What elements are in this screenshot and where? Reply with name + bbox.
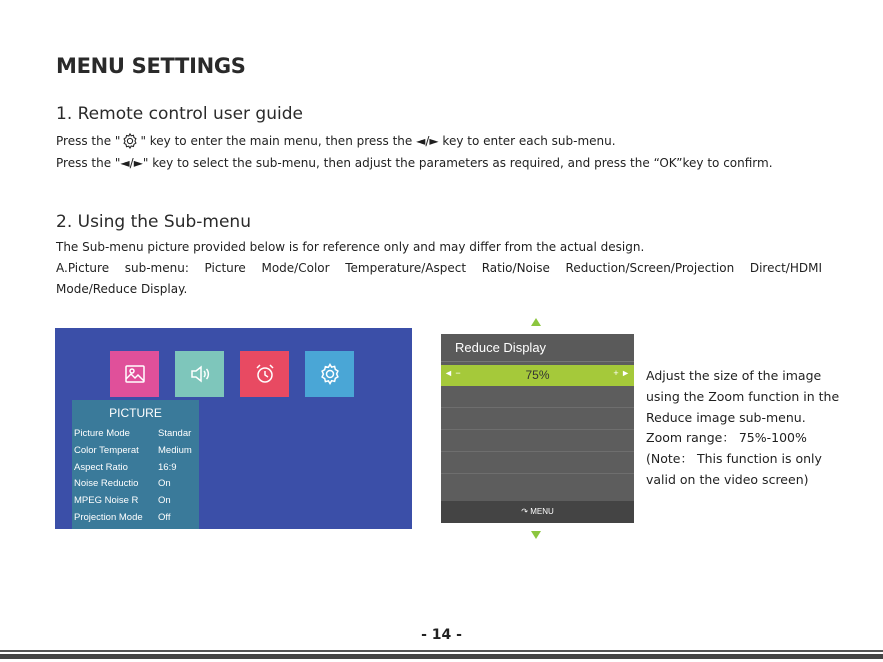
row-value: Off bbox=[158, 512, 171, 523]
section1-heading: 1. Remote control user guide bbox=[56, 104, 303, 124]
menu-label: MENU bbox=[530, 507, 554, 516]
osd-footer bbox=[441, 501, 634, 523]
section2-heading: 2. Using the Sub-menu bbox=[56, 212, 251, 232]
section2-line2: A.Picture sub-menu: Picture Mode/Color Temperature/Aspect Ratio/Noise Reduction/Screen/Projection Direct/HDMI bbox=[56, 261, 822, 275]
row-value: Medium bbox=[158, 445, 192, 456]
picture-submenu-panel bbox=[72, 400, 199, 529]
panel-title: PICTURE bbox=[109, 406, 162, 420]
divider bbox=[441, 429, 634, 430]
panel-row bbox=[74, 445, 198, 456]
osd-title: Reduce Display bbox=[441, 334, 634, 362]
tv-menu-screenshot bbox=[55, 328, 412, 529]
panel-row bbox=[74, 495, 198, 506]
panel-row bbox=[74, 512, 198, 523]
decrease-icon[interactable]: ◄ − bbox=[444, 368, 461, 378]
divider bbox=[441, 451, 634, 452]
row-label: Picture Mode bbox=[74, 428, 130, 439]
picture-tile bbox=[110, 351, 159, 397]
sound-tile bbox=[175, 351, 224, 397]
gear-icon bbox=[121, 132, 139, 150]
back-icon: ↷ bbox=[521, 507, 528, 516]
reduce-display-osd bbox=[441, 334, 634, 523]
panel-row bbox=[74, 462, 198, 473]
alarm-clock-icon bbox=[253, 362, 277, 386]
zoom-value: 75% bbox=[525, 368, 550, 382]
panel-row bbox=[74, 478, 198, 489]
increase-icon[interactable]: + ► bbox=[613, 368, 630, 378]
gear-icon bbox=[318, 362, 342, 386]
picture-icon bbox=[123, 362, 147, 386]
row-value: On bbox=[158, 478, 171, 489]
row-label: MPEG Noise R bbox=[74, 495, 139, 506]
description-line: Adjust the size of the image bbox=[646, 368, 822, 383]
description-line: using the Zoom function in the bbox=[646, 388, 840, 404]
row-label: Aspect Ratio bbox=[74, 462, 128, 473]
row-label: Color Temperat bbox=[74, 445, 139, 456]
section1-line1-start: Press the " bbox=[56, 134, 121, 148]
footer-rule bbox=[0, 650, 883, 652]
description-line: Zoom range： 75%-100% bbox=[646, 430, 807, 446]
row-value: On bbox=[158, 495, 171, 506]
section1-line1-end: " key to enter the main menu, then press the ◄/► key to enter each sub-menu. bbox=[140, 134, 616, 148]
page-number: - 14 - bbox=[421, 627, 462, 643]
section1-line1 bbox=[56, 132, 616, 150]
speaker-icon bbox=[188, 362, 212, 386]
description-line: (Note： This function is only bbox=[646, 451, 822, 467]
arrow-down-icon bbox=[531, 531, 541, 539]
setup-tile bbox=[305, 351, 354, 397]
panel-row bbox=[74, 428, 198, 439]
section1-line2: Press the "◄/►" key to select the sub-menu, then adjust the parameters as required, and press the “OK”key to confirm. bbox=[56, 156, 773, 170]
divider bbox=[441, 407, 634, 408]
arrow-up-icon bbox=[531, 318, 541, 326]
time-tile bbox=[240, 351, 289, 397]
page-title: MENU SETTINGS bbox=[56, 54, 246, 78]
section2-line1: The Sub-menu picture provided below is for reference only and may differ from the actual design. bbox=[56, 240, 645, 254]
zoom-slider[interactable] bbox=[441, 365, 634, 386]
description-line: Reduce image sub-menu. bbox=[646, 409, 806, 425]
divider bbox=[441, 473, 634, 474]
row-label: Projection Mode bbox=[74, 512, 143, 523]
description-line: valid on the video screen) bbox=[646, 471, 809, 487]
zoom-description bbox=[646, 366, 846, 491]
row-value: 16:9 bbox=[158, 462, 177, 473]
row-label: Noise Reductio bbox=[74, 478, 139, 489]
row-value: Standar bbox=[158, 428, 192, 439]
footer-rule-thick bbox=[0, 654, 883, 659]
section2-line3: Mode/Reduce Display. bbox=[56, 282, 188, 296]
